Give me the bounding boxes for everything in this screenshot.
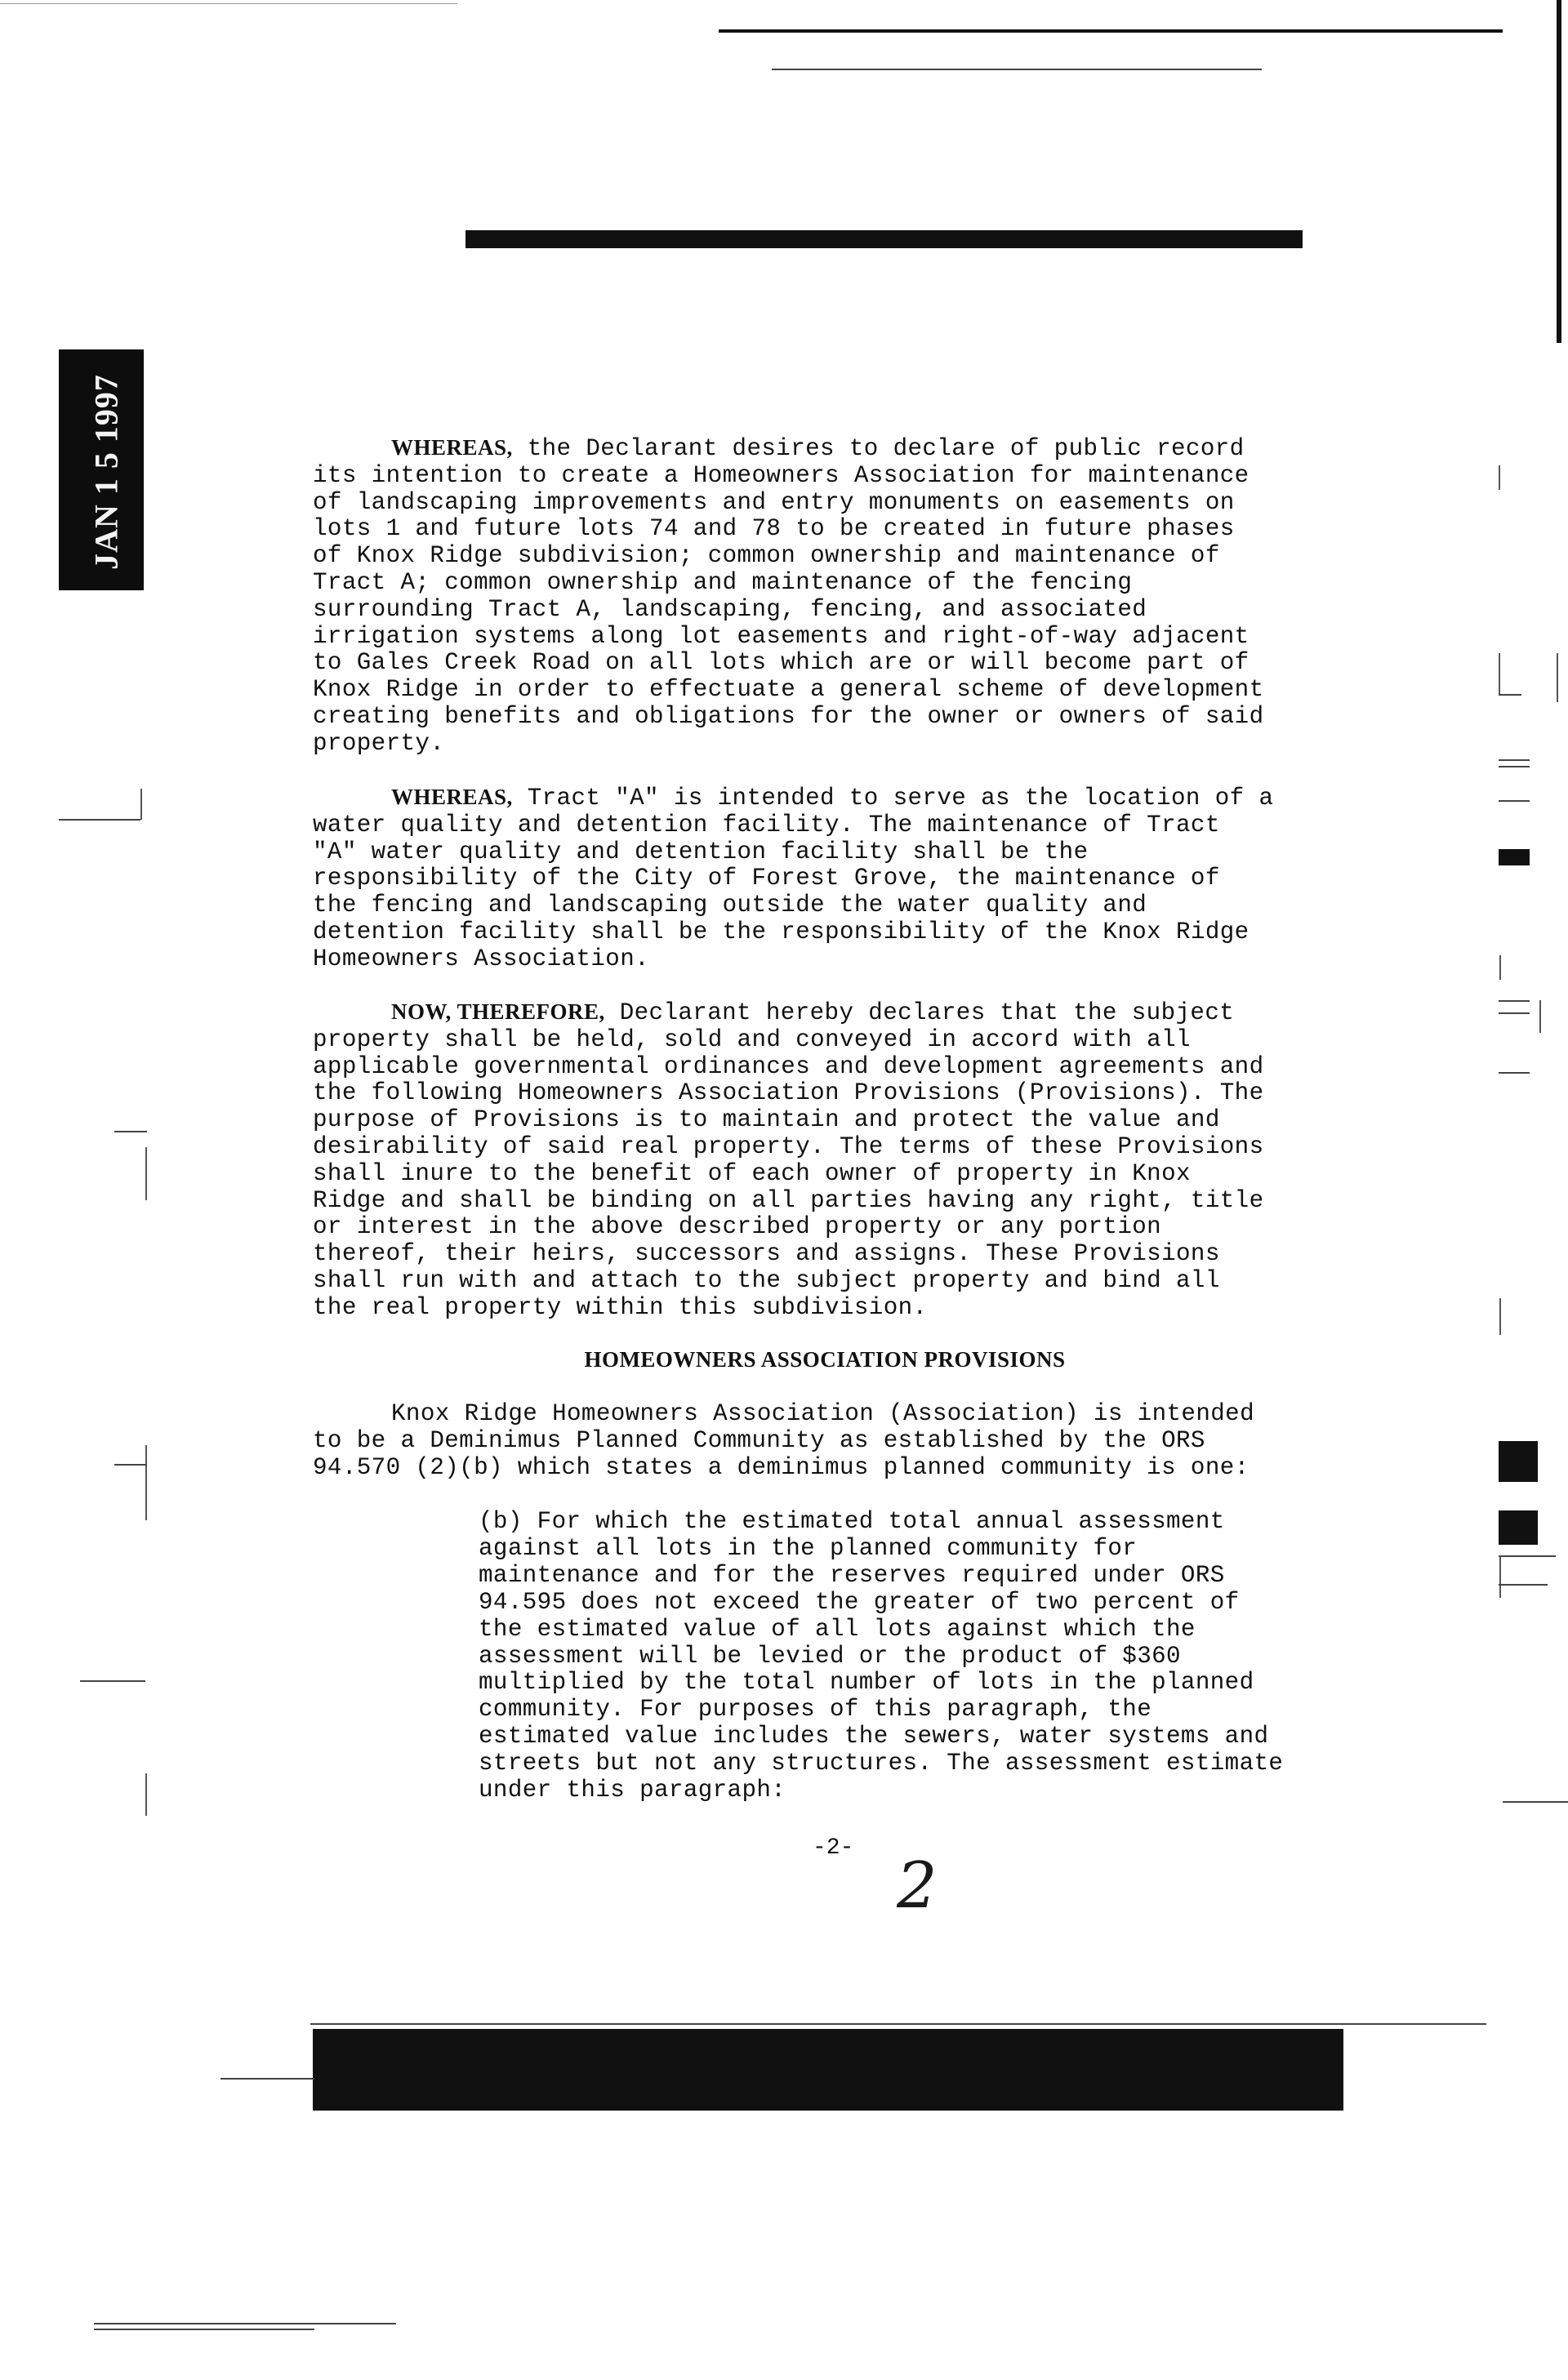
margin-mark-right-11 — [1499, 1298, 1501, 1335]
page-number: -2- — [813, 1835, 854, 1861]
margin-mark-left-3 — [114, 1464, 147, 1466]
margin-mark-right-13 — [1499, 1555, 1501, 1598]
margin-mark-right-8b — [1499, 1012, 1530, 1014]
scan-bar-top — [719, 29, 1503, 33]
margin-mark-right-2 — [1499, 694, 1521, 696]
barcode-right-2 — [1499, 1510, 1538, 1545]
date-stamp — [59, 349, 144, 590]
paragraph-knox-ridge-text: Knox Ridge Homeowners Association (Association) is intended to be a Deminimus Planned Community as established by the ORS 94.570 (2)(b) which states a deminimus planned community is one: — [313, 1400, 1255, 1481]
scan-line-top-2 — [772, 69, 1262, 70]
scan-line-bottom-1 — [310, 2023, 1486, 2025]
scan-line-top-left — [0, 3, 457, 4]
scan-bar-upper — [466, 230, 1303, 248]
margin-mark-left-1v — [140, 789, 142, 820]
margin-mark-right-5 — [1499, 800, 1530, 802]
margin-mark-right-2v — [1499, 653, 1500, 694]
scan-line-bottom-4 — [94, 2329, 314, 2330]
margin-mark-right-15 — [1503, 1801, 1568, 1803]
margin-mark-left-3v — [145, 1445, 147, 1520]
margin-mark-right-4 — [1499, 759, 1530, 761]
margin-mark-right-12 — [1499, 1555, 1556, 1557]
stamp-date: JAN 1 5 1997 — [87, 374, 125, 570]
scan-edge-right — [1557, 0, 1561, 343]
scan-bar-bottom — [313, 2029, 1343, 2111]
keyword-now-therefore: NOW, THEREFORE, — [391, 999, 605, 1024]
margin-mark-left-2 — [114, 1131, 147, 1132]
margin-mark-right-4b — [1499, 766, 1530, 767]
keyword-whereas-1: WHEREAS, — [391, 435, 513, 460]
paragraph-whereas-1 — [313, 434, 1370, 758]
margin-mark-left-1 — [59, 819, 140, 821]
paragraph-now-therefore — [313, 999, 1370, 1322]
margin-mark-right-8 — [1499, 1000, 1530, 1002]
handwritten-page-number: 2 — [897, 1849, 938, 1923]
margin-mark-left-5v — [145, 1773, 147, 1816]
paragraph-whereas-2-text: Tract "A" is intended to serve as the location of a water quality and detention facility. The maintenance of Tract "A" water quality and detention facility shall be the responsibility of the City of Forest Grove, the maintenance of the fencing and landscaping outside the water quality and detention facility shall be the responsibility of the Knox Ridge Homeowners Association. — [313, 785, 1274, 972]
barcode-right-1 — [1499, 1441, 1538, 1482]
margin-mark-left-2v — [145, 1147, 147, 1200]
margin-mark-right-14 — [1499, 1584, 1548, 1586]
paragraph-knox-ridge — [313, 1401, 1370, 1481]
section-heading: HOMEOWNERS ASSOCIATION PROVISIONS — [584, 1347, 1066, 1372]
margin-mark-right-10 — [1499, 1072, 1530, 1074]
paragraph-now-therefore-text: Declarant hereby declares that the subject property shall be held, sold and conveyed in accord with all applicable governmental ordinances and development agreements and the following Homeowners Association Provisions (Provisions). The purpose of Provisions is to maintain and protect the value and desirability of said real property. The terms of these Provisions shall inure to the benefit of each owner of property in Knox Ridge and shall be binding on all parties having any right, title or interest in the above described property or any portion thereof, their heirs, successors and assigns. These Provisions shall run with and attach to the subject property and bind all the real property within this subdivision. — [313, 999, 1264, 1321]
paragraph-whereas-1-text: the Declarant desires to declare of public record its intention to create a Homeowners Association for maintenance of landscaping improvements and entry monuments on easements on lots 1 and future lots 74 and 78 to be created in future phases of Knox Ridge subdivision; common ownership and maintenance of Tract A; common ownership and maintenance of the fencing surrounding Tract A, landscaping, fencing, and associated irrigation systems along lot easements and right-of-way adjacent to Gales Creek Road on all lots which are or will become part of Knox Ridge in order to effectuate a general scheme of development creating benefits and obligations for the owner or owners of said property. — [313, 435, 1264, 757]
margin-mark-right-3 — [1557, 653, 1558, 702]
paragraph-whereas-2 — [313, 784, 1370, 973]
margin-mark-right-9 — [1539, 1000, 1541, 1033]
margin-mark-right-7 — [1499, 955, 1501, 980]
quoted-statute: (b) For which the estimated total annual assessment against all lots in the planned community for maintenance and for the reserves required under ORS 94.595 does not exceed the greater of two percent of the estimated value of all lots against which the assessment will be levied or the product of $360 multiplied by the total number of lots in the planned community. For purposes of this paragraph, the estimated value includes the sewers, water systems and streets but not any structures. The assessment estimate under this paragraph: — [479, 1508, 1284, 1804]
margin-mark-right-6 — [1499, 849, 1530, 865]
scan-line-bottom-2 — [220, 2078, 314, 2080]
margin-mark-left-4 — [80, 1680, 145, 1682]
scan-line-bottom-3 — [94, 2323, 396, 2324]
margin-mark-right-1 — [1499, 465, 1500, 490]
keyword-whereas-2: WHEREAS, — [391, 785, 513, 809]
